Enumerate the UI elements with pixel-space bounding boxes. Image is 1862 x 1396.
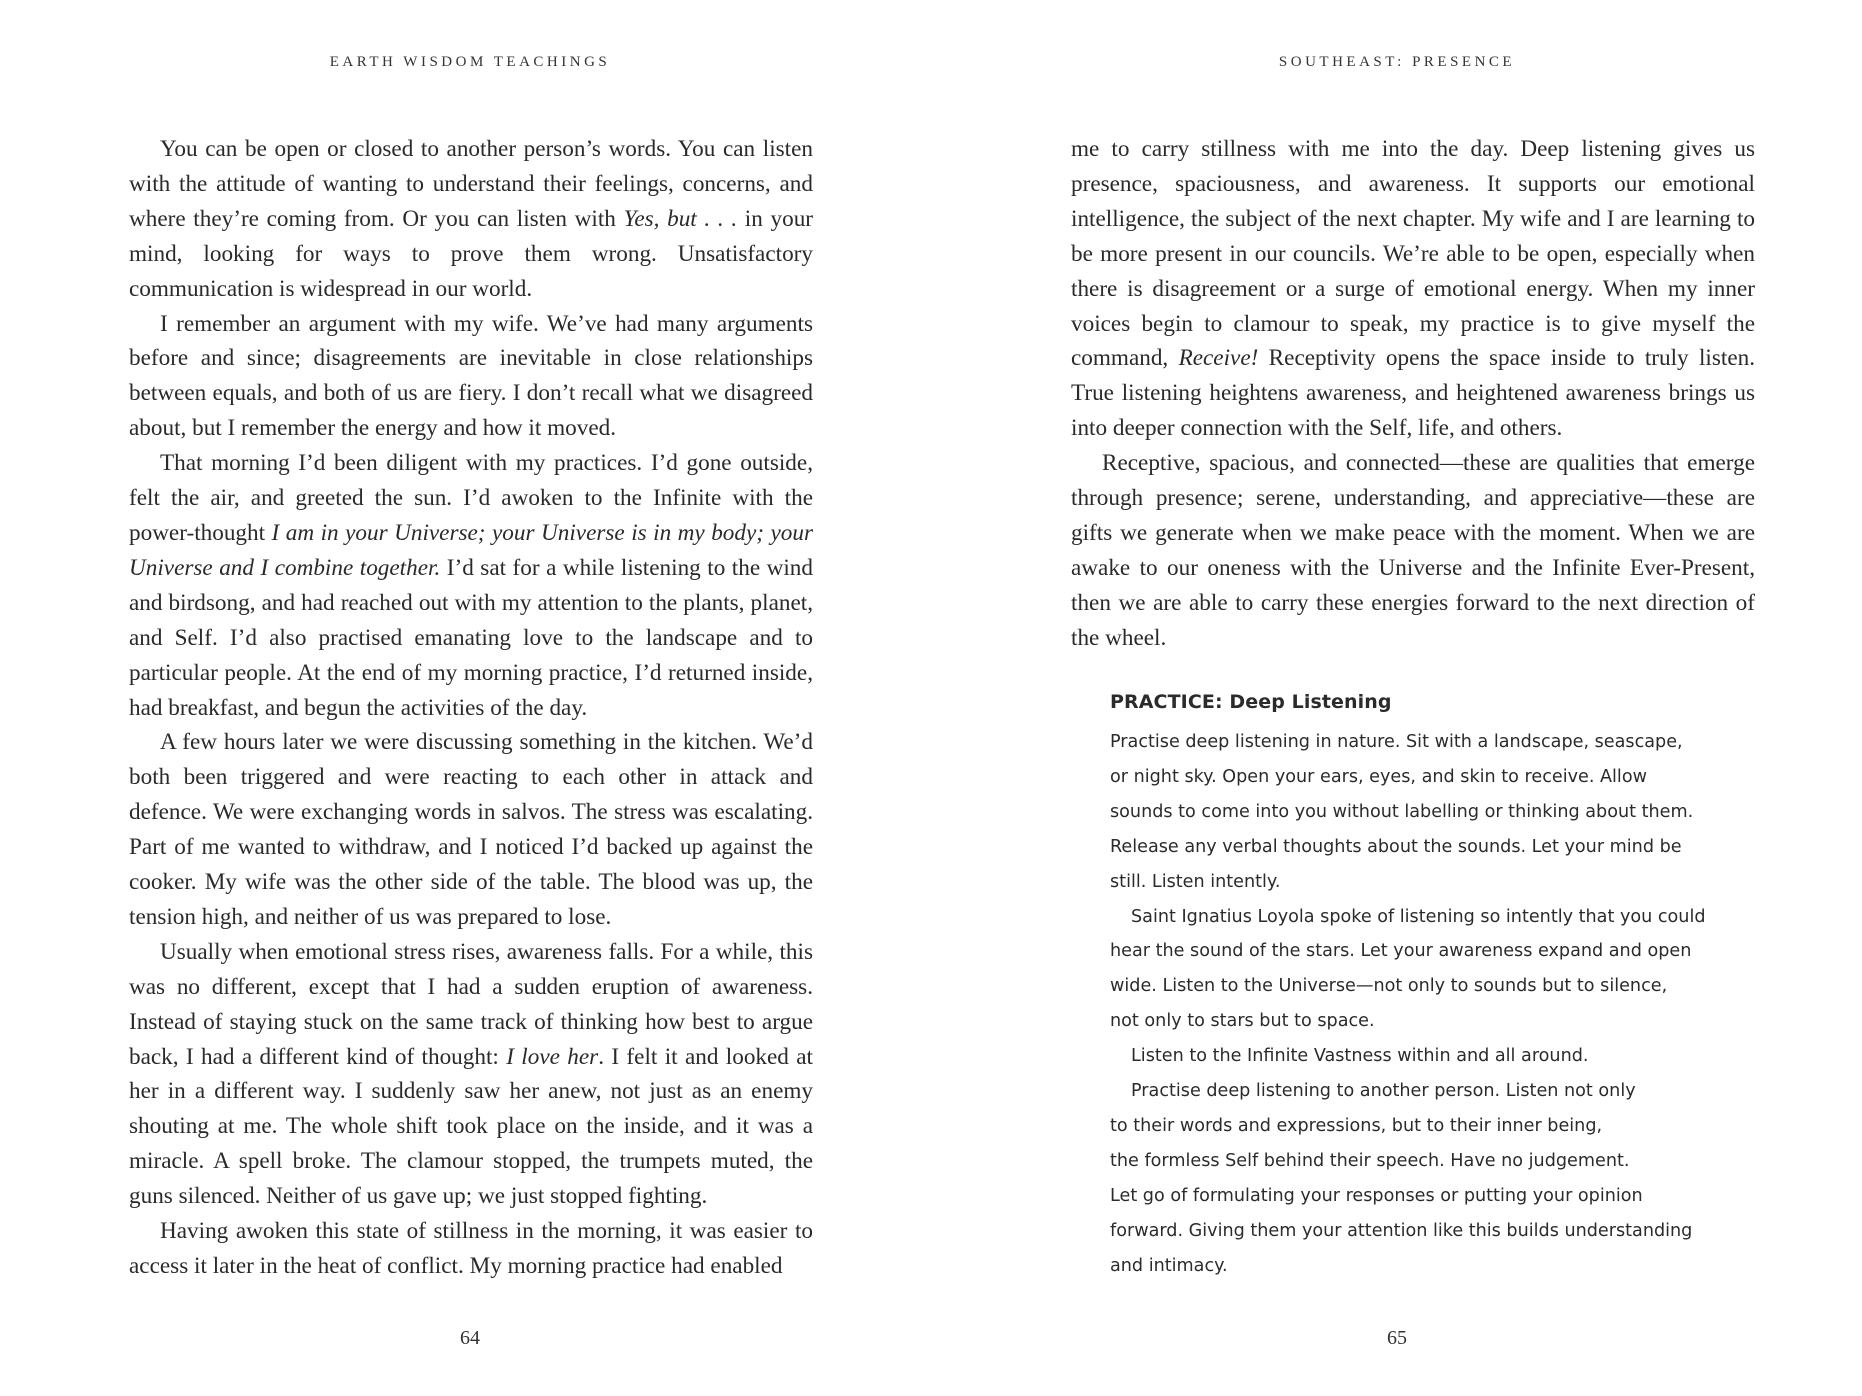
paragraph: Having awoken this state of stillness in the morning, it was easier to access it later in the heat of conflict. My morning practice had enabled bbox=[129, 1218, 813, 1279]
page-number: 65 bbox=[1387, 1327, 1407, 1349]
practice-line: wide. Listen to the Universe—not only to sounds but to silence, bbox=[1110, 976, 1668, 997]
right-page bbox=[931, 0, 1862, 1396]
practice-line: not only to stars but to space. bbox=[1110, 1011, 1375, 1032]
practice-line: forward. Giving them your attention like this builds understanding bbox=[1110, 1220, 1693, 1241]
practice-box bbox=[1110, 691, 1720, 1284]
practice-line: Listen to the Infinite Vastness within and all around. bbox=[1131, 1046, 1589, 1067]
body-text bbox=[1071, 132, 1755, 656]
practice-line: sounds to come into you without labelling or thinking about them. bbox=[1110, 801, 1694, 822]
paragraph: That morning I’d been diligent with my practices. I’d gone outside, felt the air, and greeted the sun. I’d awoken to the Infinite with the power-thought I am in your Universe; your Universe is in my body; your Universe and I combine together. I’d sat for a while listening to the wind and birdsong, and had reached out with my attention to the plants, planet, and Self. I’d also practised emanating love to the landscape and to particular people. At the end of my morning practice, I’d returned inside, had breakfast, and begun the activities of the day. bbox=[129, 450, 813, 721]
practice-line: Saint Ignatius Loyola spoke of listening so intently that you could bbox=[1131, 906, 1706, 927]
practice-line: the formless Self behind their speech. Have no judgement. bbox=[1110, 1150, 1630, 1171]
practice-line: Release any verbal thoughts about the sounds. Let your mind be bbox=[1110, 836, 1682, 857]
running-head: EARTH WISDOM TEACHINGS bbox=[329, 54, 611, 70]
paragraph: You can be open or closed to another person’s words. You can listen with the attitude of wanting to understand their feelings, concerns, and where they’re coming from. Or you can listen with Yes, but . . . in your mind, looking for ways to prove them wrong. Unsatisfactory communication is widespread in our world. bbox=[129, 136, 814, 302]
page-number: 64 bbox=[460, 1327, 480, 1349]
paragraph: Receptive, spacious, and connected—these are qualities that emerge through presence; serene, understanding, and appreciative—these are gifts we generate when we make peace with the moment. When we are awake to our oneness with the Universe and the Infinite Ever-Present, then we are able to carry these energies forward to the next direction of the wheel. bbox=[1071, 450, 1755, 651]
practice-line: Practise deep listening to another person. Listen not only bbox=[1131, 1081, 1636, 1102]
body-text bbox=[129, 132, 813, 1284]
practice-line: still. Listen intently. bbox=[1110, 871, 1281, 892]
practice-line: or night sky. Open your ears, eyes, and skin to receive. Allow bbox=[1110, 766, 1647, 787]
practice-line: to their words and expressions, but to their inner being, bbox=[1110, 1115, 1603, 1136]
practice-line: hear the sound of the stars. Let your awareness expand and open bbox=[1110, 941, 1692, 962]
running-head: SOUTHEAST: PRESENCE bbox=[1278, 54, 1516, 70]
paragraph: I remember an argument with my wife. We’ve had many arguments before and since; disagreements are inevitable in close relationships between equals, and both of us are fiery. I don’t recall what we disagreed about, but I remember the energy and how it moved. bbox=[129, 310, 813, 442]
paragraph: Usually when emotional stress rises, awareness falls. For a while, this was no different, except that I had a sudden eruption of awareness. Instead of staying stuck on the same track of thinking how best to argue back, I had a different kind of thought: I love her. I felt it and looked at her in a different way. I suddenly saw her anew, not just as an enemy shouting at me. The whole shift took place on the inside, and it was a miracle. A spell broke. The clamour stopped, the trumpets muted, the guns silenced. Neither of us gave up; we just stopped fighting. bbox=[129, 938, 813, 1210]
practice-line: and intimacy. bbox=[1110, 1255, 1228, 1276]
practice-heading: PRACTICE: Deep Listening bbox=[1110, 691, 1392, 713]
practice-line: Let go of formulating your responses or putting your opinion bbox=[1110, 1185, 1643, 1206]
paragraph: me to carry stillness with me into the day. Deep listening gives us presence, spaciousness, and awareness. It supports our emotional intelligence, the subject of the next chapter. My wife and I are learning to be more present in our councils. We’re able to be open, especially when there is disagreement or a surge of emotional energy. When my inner voices begin to clamour to speak, my practice is to give myself the command, Receive! Receptivity opens the space inside to truly listen. True listening heightens awareness, and heightened awareness brings us into deeper connection with the Self, life, and others. bbox=[1071, 136, 1756, 442]
practice-line: Practise deep listening in nature. Sit with a landscape, seascape, bbox=[1110, 732, 1683, 752]
practice-text bbox=[1110, 725, 1720, 1284]
paragraph: A few hours later we were discussing something in the kitchen. We’d both been triggered and were reacting to each other in attack and defence. We were exchanging words in salvos. The stress was escalating. Part of me wanted to withdraw, and I noticed I’d backed up against the cooker. My wife was the other side of the table. The blood was up, the tension high, and neither of us was prepared to lose. bbox=[129, 729, 813, 930]
